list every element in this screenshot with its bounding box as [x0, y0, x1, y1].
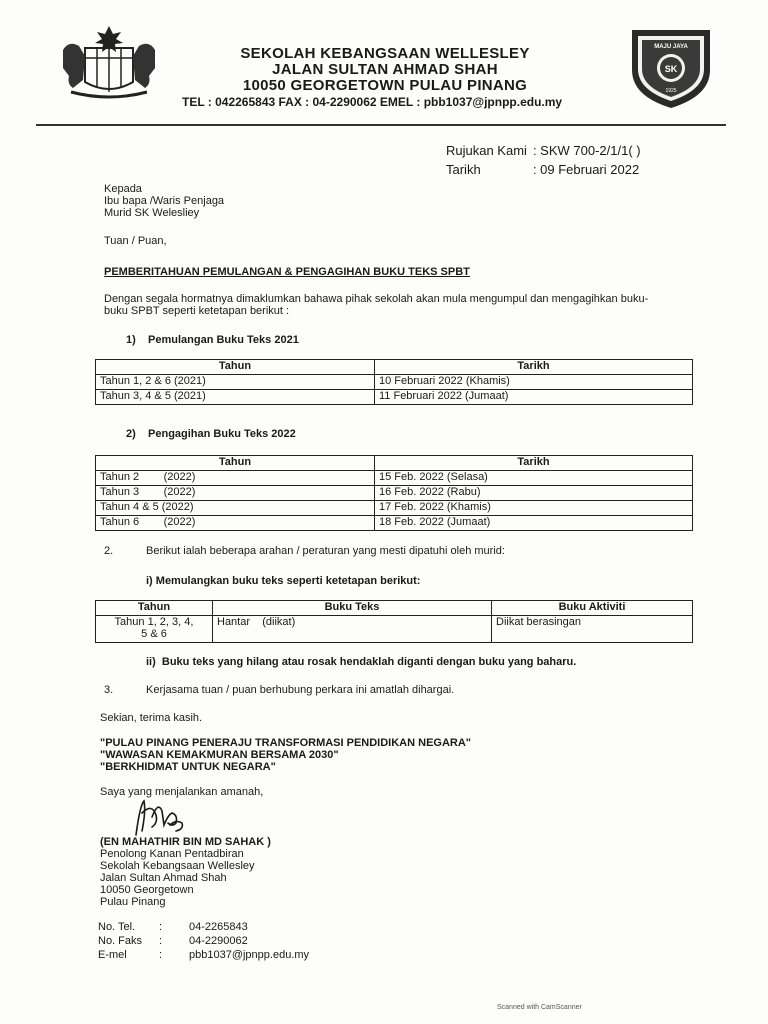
table-row — [96, 486, 693, 501]
recipient-block — [104, 183, 224, 219]
cell-tahun: Tahun 3, 4 & 5 (2021) — [96, 390, 375, 405]
cell-tahun: Tahun 3 (2022) — [96, 486, 375, 501]
tarikh-label: Tarikh — [446, 162, 481, 177]
point2-number: 2. — [104, 545, 114, 557]
tarikh-value: : 09 Februari 2022 — [532, 162, 640, 177]
table-row — [96, 375, 693, 390]
contact-row: No. Faks : 04-2290062 — [96, 934, 310, 948]
table-header-row — [96, 601, 693, 616]
header-tahun: Tahun — [96, 360, 375, 375]
slogan-line: "BERKHIDMAT UNTUK NEGARA" — [100, 761, 276, 773]
cell-tahun: Tahun 4 & 5 (2022) — [96, 501, 375, 516]
point2-sub-ii: ii) Buku teks yang hilang atau rosak hendaklah diganti dengan buku yang baharu. — [146, 656, 577, 668]
rujukan-label: Rujukan Kami — [446, 143, 527, 158]
contact-details — [96, 920, 310, 962]
header-buku-aktiviti: Buku Aktiviti — [492, 601, 693, 616]
section2-number: 2) — [126, 428, 136, 440]
contact-row: No. Tel. : 04-2265843 — [96, 920, 310, 934]
contact-value: 04-2265843 — [189, 921, 248, 933]
return-schedule-table — [95, 359, 693, 405]
table-header-row — [96, 360, 693, 375]
cell-tarikh: 10 Februari 2022 (Khamis) — [375, 375, 693, 390]
section2-heading — [126, 428, 296, 440]
section2-title: Pengagihan Buku Teks 2022 — [148, 428, 296, 440]
cell-tarikh: 18 Feb. 2022 (Jumaat) — [375, 516, 693, 531]
table-row — [96, 516, 693, 531]
contact-label: No. Faks — [98, 935, 143, 947]
scanner-watermark: Scanned with CamScanner — [497, 1004, 582, 1011]
handwritten-signature — [130, 795, 190, 841]
school-name-block — [175, 46, 595, 94]
header-tarikh: Tarikh — [375, 360, 693, 375]
school-name: SEKOLAH KEBANGSAAN WELLESLEY — [240, 45, 530, 62]
rujukan-value: : SKW 700-2/1/1( ) — [532, 143, 641, 158]
point3-number: 3. — [104, 684, 114, 696]
slogan-line: "WAWASAN KEMAKMURAN BERSAMA 2030" — [100, 749, 339, 761]
school-badge-icon — [630, 26, 712, 110]
signatory-line: Jalan Sultan Ahmad Shah — [100, 872, 227, 884]
table-row — [96, 471, 693, 486]
badge-year: 1925 — [665, 88, 677, 94]
signatory-line: 10050 Georgetown — [100, 884, 194, 896]
table-header-row — [96, 456, 693, 471]
school-contact-line: TEL : 042265843 FAX : 04-2290062 EMEL : pbb1037@jpnpp.edu.my — [182, 95, 563, 109]
header-tahun: Tahun — [96, 601, 213, 616]
reference-block — [442, 140, 645, 180]
intro-paragraph — [104, 293, 704, 317]
cell-tarikh: 16 Feb. 2022 (Rabu) — [375, 486, 693, 501]
slogans-block — [100, 737, 471, 773]
intro-line: buku SPBT seperti ketetapan berikut : — [104, 305, 290, 317]
table-row — [96, 501, 693, 516]
cell-buku-teks: Hantar (diikat) — [213, 616, 492, 643]
cell-buku-aktiviti: Diikat berasingan — [492, 616, 693, 643]
cell-tahun-line: 5 & 6 — [141, 628, 167, 640]
header-tahun: Tahun — [96, 456, 375, 471]
point2-sub-i: i) Memulangkan buku teks seperti ketetapan berikut: — [146, 575, 421, 587]
section1-title: Pemulangan Buku Teks 2021 — [148, 334, 299, 346]
recipient-line: Kepada — [104, 183, 142, 195]
header-divider — [36, 124, 726, 126]
school-city: 10050 GEORGETOWN PULAU PINANG — [242, 77, 528, 94]
slogan-line: "PULAU PINANG PENERAJU TRANSFORMASI PENDIDIKAN NEGARA" — [100, 737, 472, 749]
point2-text: Berikut ialah beberapa arahan / peraturan yang mesti dipatuhi oleh murid: — [146, 545, 505, 557]
contact-label: E-mel — [98, 949, 127, 961]
coat-of-arms-icon — [55, 22, 163, 104]
badge-motto: MAJU JAYA — [654, 44, 688, 50]
cell-tarikh: 15 Feb. 2022 (Selasa) — [375, 471, 693, 486]
school-street: JALAN SULTAN AHMAD SHAH — [272, 61, 498, 78]
signatory-line: Sekolah Kebangsaan Wellesley — [100, 860, 255, 872]
salutation: Tuan / Puan, — [104, 235, 167, 247]
section1-number: 1) — [126, 334, 136, 346]
point3-text: Kerjasama tuan / puan berhubung perkara ini amatlah dihargai. — [146, 684, 455, 696]
recipient-line: Murid SK Welesliey — [104, 207, 200, 219]
cell-tahun — [96, 616, 213, 643]
cell-tahun: Tahun 1, 2 & 6 (2021) — [96, 375, 375, 390]
return-rules-table — [95, 600, 693, 643]
contact-value: pbb1037@jpnpp.edu.my — [189, 949, 310, 961]
contact-row: E-mel : pbb1037@jpnpp.edu.my — [98, 949, 310, 961]
distribution-schedule-table — [95, 455, 693, 531]
signatory-line: Pulau Pinang — [100, 896, 166, 908]
header-buku-teks: Buku Teks — [213, 601, 492, 616]
closing-line: Sekian, terima kasih. — [100, 712, 203, 724]
contact-value: 04-2290062 — [189, 935, 248, 947]
cell-tarikh: 17 Feb. 2022 (Khamis) — [375, 501, 693, 516]
badge-initials: SK — [664, 64, 678, 74]
signatory-line: Penolong Kanan Pentadbiran — [100, 848, 244, 860]
cell-tahun-line: Tahun 1, 2, 3, 4, — [114, 616, 194, 628]
intro-line: Dengan segala hormatnya dimaklumkan bahawa pihak sekolah akan mula mengumpul dan mengagihkan buku- — [104, 293, 649, 305]
table-row — [96, 616, 693, 643]
contact-label: No. Tel. — [98, 921, 136, 933]
header-tarikh: Tarikh — [375, 456, 693, 471]
amanah-line: Saya yang menjalankan amanah, — [100, 786, 264, 798]
cell-tahun: Tahun 6 (2022) — [96, 516, 375, 531]
cell-tarikh: 11 Februari 2022 (Jumaat) — [375, 390, 693, 405]
table-row — [96, 390, 693, 405]
letter-subject: PEMBERITAHUAN PEMULANGAN & PENGAGIHAN BUKU TEKS SPBT — [104, 266, 470, 278]
signatory-block — [100, 836, 271, 908]
signatory-name: (EN MAHATHIR BIN MD SAHAK ) — [100, 836, 271, 848]
cell-tahun: Tahun 2 (2022) — [96, 471, 375, 486]
section1-heading — [126, 334, 299, 346]
recipient-line: Ibu bapa /Waris Penjaga — [104, 195, 225, 207]
